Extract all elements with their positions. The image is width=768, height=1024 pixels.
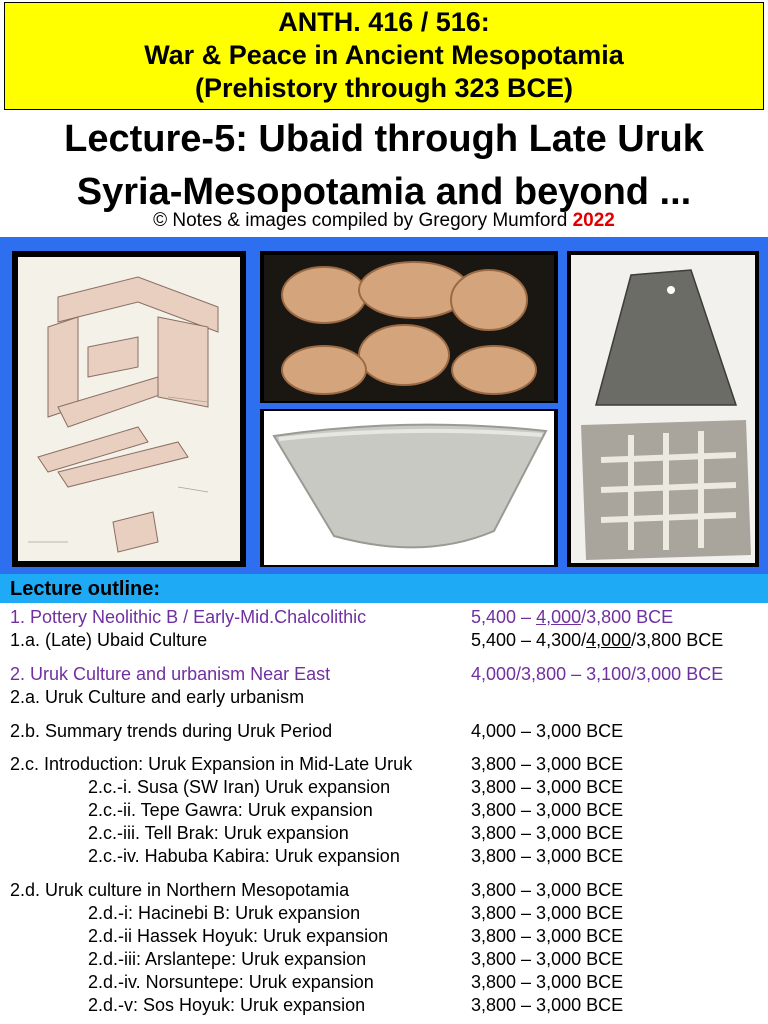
outline-dates-2: 4,000/3,800 – 3,100/3,000 BCE xyxy=(471,664,724,684)
outline-dates-2d-ii: 3,800 – 3,000 BCE xyxy=(471,926,624,946)
outline-dates-2c-i: 3,800 – 3,000 BCE xyxy=(471,777,624,797)
temple-plan-drawing-icon xyxy=(18,257,240,561)
course-period: (Prehistory through 323 BCE) xyxy=(194,73,574,103)
outline-dates-2c-iv: 3,800 – 3,000 BCE xyxy=(471,846,624,866)
outline-dates-2d-iv: 3,800 – 3,000 BCE xyxy=(471,972,624,992)
outline-item-2d-i: 2.d.-i: Hacinebi B: Uruk expansion xyxy=(88,903,361,923)
outline-item-2d-iv: 2.d.-iv. Norsuntepe: Uruk expansion xyxy=(88,972,374,992)
outline-dates-2d: 3,800 – 3,000 BCE xyxy=(471,880,624,900)
outline-item-2a: 2.a. Uruk Culture and early urbanism xyxy=(10,687,305,707)
outline-item-2c: 2.c. Introduction: Uruk Expansion in Mid-Late Uruk xyxy=(10,754,413,774)
bevel-rim-bowl-image xyxy=(260,409,558,567)
outline-item-2c-i: 2.c.-i. Susa (SW Iran) Uruk expansion xyxy=(88,777,391,797)
lecture-title xyxy=(0,113,768,219)
credit-year: 2022 xyxy=(572,210,615,231)
outline-item-2: 2. Uruk Culture and urbanism Near East xyxy=(10,664,331,684)
lecture-title-line1: Lecture-5: Ubaid through Late Uruk xyxy=(64,118,704,160)
outline-item-1: 1. Pottery Neolithic B / Early-Mid.Chalcolithic xyxy=(10,607,367,627)
outline-item-2c-iv: 2.c.-iv. Habuba Kabira: Uruk expansion xyxy=(88,846,400,866)
outline-dates-2d-i: 3,800 – 3,000 BCE xyxy=(471,903,624,923)
outline-dates-2c-iii: 3,800 – 3,000 BCE xyxy=(471,823,624,843)
outline-heading: Lecture outline: xyxy=(10,578,161,600)
pottery-bowls-photo-icon xyxy=(264,255,554,401)
outline-item-2b: 2.b. Summary trends during Uruk Period xyxy=(10,721,333,741)
outline-item-2d-v: 2.d.-v: Sos Hoyuk: Uruk expansion xyxy=(88,995,366,1015)
clay-object-image xyxy=(567,251,759,567)
credit-text: © Notes & images compiled by Gregory Mumford xyxy=(153,210,568,231)
image-panel xyxy=(0,237,768,574)
outline-dates-2d-iii: 3,800 – 3,000 BCE xyxy=(471,949,624,969)
outline-item-2c-iii: 2.c.-iii. Tell Brak: Uruk expansion xyxy=(88,823,349,843)
outline-dates-2c: 3,800 – 3,000 BCE xyxy=(471,754,624,774)
clay-sickle-object-photo-icon xyxy=(571,255,755,563)
outline-dates-1a: 5,400 – 4,300/4,000/3,800 BCE xyxy=(471,630,724,650)
outline-item-2d-iii: 2.d.-iii: Arslantepe: Uruk expansion xyxy=(88,949,367,969)
outline-dates-2c-ii: 3,800 – 3,000 BCE xyxy=(471,800,624,820)
outline-item-2d-ii: 2.d.-ii Hassek Hoyuk: Uruk expansion xyxy=(88,926,389,946)
pottery-bowls-image xyxy=(260,251,558,403)
course-title: War & Peace in Ancient Mesopotamia xyxy=(144,40,624,70)
outline-item-1a: 1.a. (Late) Ubaid Culture xyxy=(10,630,208,650)
outline-dates-2b: 4,000 – 3,000 BCE xyxy=(471,721,624,741)
bevel-rim-bowl-photo-icon xyxy=(264,411,554,565)
outline-heading-bar xyxy=(0,574,768,603)
temple-plan-image xyxy=(12,251,246,567)
outline-dates-1: 5,400 – 4,000/3,800 BCE xyxy=(471,607,674,627)
lecture-title-line2: Syria-Mesopotamia and beyond ... xyxy=(76,171,692,213)
course-number: ANTH. 416 / 516: xyxy=(278,7,490,37)
outline-item-2d: 2.d. Uruk culture in Northern Mesopotamia xyxy=(10,880,350,900)
credit-line xyxy=(0,208,768,234)
outline-dates-2d-v: 3,800 – 3,000 BCE xyxy=(471,995,624,1015)
course-header xyxy=(4,2,764,110)
outline-item-2c-ii: 2.c.-ii. Tepe Gawra: Uruk expansion xyxy=(88,800,373,820)
